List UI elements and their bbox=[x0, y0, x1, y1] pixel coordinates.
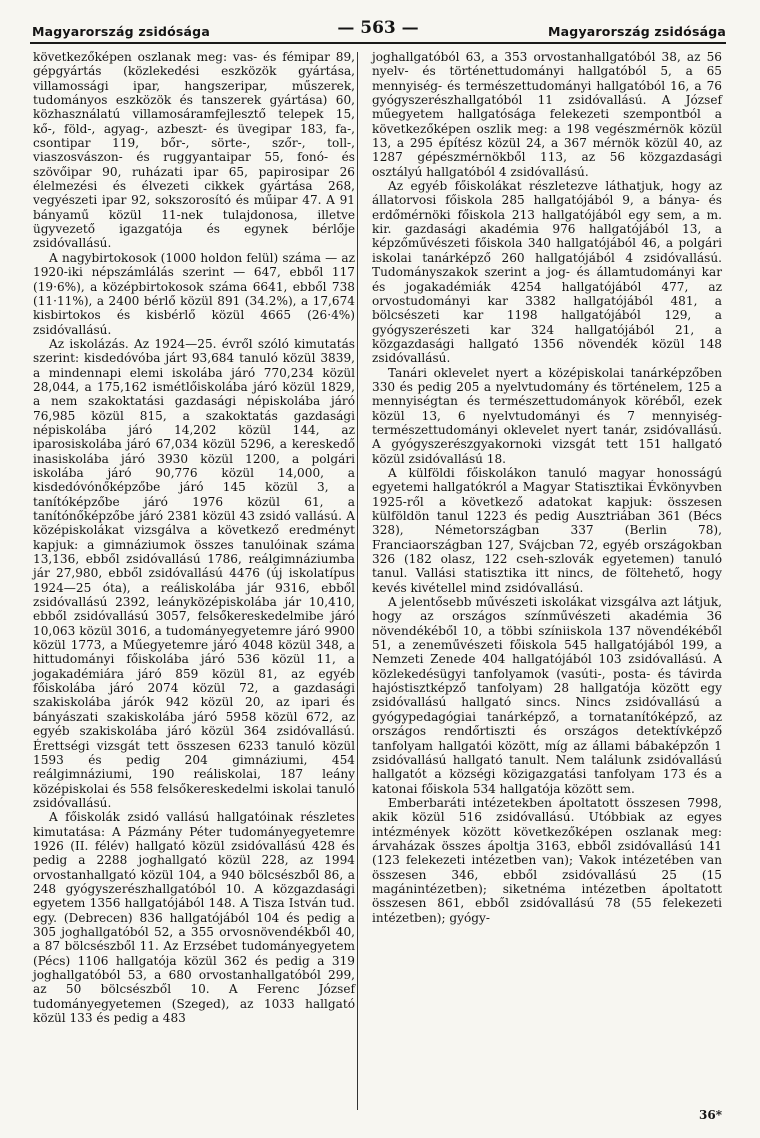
page-number: — 563 — bbox=[337, 18, 419, 38]
running-header bbox=[30, 16, 726, 44]
paragraph: Emberbaráti intézetekben ápoltatott összesen 7998, akik közül 516 zsidóvallású. Utóbbiak az egyes intézmények között következőképen oszlanak meg: árvaházak összes ápoltja 3163, ebből zsidóvallású 141 (123 felekezeti intézetben van); Vakok intézetében van összesen 346, ebből zsidóvallású 25 (15 magánintézetben); siketnéma intézetben ápoltatott összesen 861, ebből zsidóvallású 78 (55 felekezeti intézetben); gyógy- bbox=[372, 795, 722, 925]
paragraph: A külföldi főiskolákon tanuló magyar honosságú egyetemi hallgatókról a Magyar Statisztikai Évkönyvben 1925-ről a következő adatokat kapjuk: összesen külföldön tanul 1223 és pedig Ausztriában 361 (Bécs 328), Németországban 337 (Berlin 78), Franciaországban 127, Svájcban 72, egyéb országokban 326 (182 olasz, 122 cseh-szlovák egyetemen) tanuló tanul. Vallási statisztika itt nincs, de föltehető, hogy kevés kivétellel mind zsidóvallású. bbox=[372, 465, 722, 595]
paragraph: Az egyéb főiskolákat részletezve láthatjuk, hogy az állatorvosi főiskola 285 hallgatójából 9, a bánya- és erdőmérnöki főiskola 213 hallgatójából egy sem, a m. kir. gazdasági akadémia 976 hallgatójából 13, a képzőművészeti főiskola 340 hallgatójából 46, a polgári iskolai tanárképző 260 hallgatójából 4 zsidóvallású. Tudományszakok szerint a jog- és államtudományi kar és jogakadémiák 4254 hallgatójából 477, az orvostudományi kar 3382 hallgatójából 481, a bölcsészeti kar 1198 hallgatójából 129, a gyógyszerészeti kar 324 hallgatójából 21, a közgazdasági hallgató 1356 növendék közül 148 zsidóvallású. bbox=[372, 179, 722, 366]
paragraph: A jelentősebb művészeti iskolákat vizsgálva azt látjuk, hogy az országos színművészeti akadémia 36 növendékéből 10, a többi színiiskola 137 növendékéből 51, a zeneművészeti főiskola 545 hallgatójából 199, a Nemzeti Zenede 404 hallgatójából 103 zsidóvallású. A közlekedésügyi tanfolyamok (vasúti-, posta- és távirda hajóstisztképző tanfolyam) 28 hallgatója között egy zsidóvallású hallgató sincs. Nincs zsidóvallású a gyógypedagógiai tanárképző, a tornatanítóképző, az országos rendőrtiszti és országos detektívképző tanfolyam hallgatói között, míg az állami bábaképzőn 1 zsidóvallású hallgató tanult. Nem találunk zsidóvallású hallgatót a községi közigazgatási tanfolyam 173 és a katonai főiskola 534 hallgatója között sem. bbox=[372, 595, 722, 796]
paragraph: A főiskolák zsidó vallású hallgatóinak részletes kimutatása: A Pázmány Péter tudományegyetemre 1926 (II. félév) hallgató közül zsidóvallású 428 és pedig a 2288 joghallgató közül 228, az 1994 orvostanhallgató közül 104, a 940 bölcsészből 86, a 248 gyógyszerészhallgatóból 10. A közgazdasági egyetem 1356 hallgatójából 148. A Tisza István tud. egy. (Debrecen) 836 hallgatójából 104 és pedig a 305 joghallgatóból 52, a 355 orvosnövendékből 40, a 87 bölcsészből 11. Az Erzsébet tudományegyetem (Pécs) 1106 hallgatója közül 362 és pedig a 319 joghallgatóból 53, a 680 orvostanhallgatóból 299, az 50 bölcsészből 10. A Ferenc József tudományegyetemen (Szeged), az 1033 hallgató közül 133 és pedig a 483 bbox=[33, 810, 355, 1026]
column-divider bbox=[357, 52, 358, 1110]
paragraph: joghallgatóból 63, a 353 orvostanhallgatóból 38, az 56 nyelv- és történettudományi hallgatóból 5, a 65 mennyiség- és természettudományi hallgatóból 16, a 76 gyógyszerészhallgatóból 11 zsidóvallású. A József műegyetem hallgatósága felekezeti szempontból a következőképen oszlik meg: a 198 vegészmérnök közül 13, a 295 építész közül 24, a 367 mérnök közül 40, az 1287 gépészmérnökből 113, az 56 közgazdasági osztályú hallgatóból 4 zsidóvallású. bbox=[372, 50, 722, 179]
paragraph: Tanári oklevelet nyert a középiskolai tanárképzőben 330 és pedig 205 a nyelvtudomány és történelem, 125 a mennyiségtan és természettudományok köréből, ezek közül 13, 6 nyelvtudományi és 7 mennyiség-természettudományi oklevelet nyert tanár, zsidóvallású. A gyógyszerészgyakornoki vizsgát tett 151 hallgató közül zsidóvallású 18. bbox=[372, 365, 722, 466]
header-title-left: Magyarország zsidósága bbox=[32, 24, 210, 39]
right-column bbox=[372, 50, 722, 925]
signature-mark: 36* bbox=[699, 1108, 722, 1122]
paragraph: A nagybirtokosok (1000 holdon felül) száma — az 1920-iki népszámlálás szerint — 647, ebből 117 (19·6%), a középbirtokosok száma 6641, ebből 738 (11·11%), a 2400 bérlő közül 891 (34.2%), a 17,674 kisbirtokos és kisbérlő közül 4665 (26·4%) zsidóvallású. bbox=[33, 250, 355, 337]
left-column bbox=[33, 50, 355, 1025]
header-title-right: Magyarország zsidósága bbox=[548, 24, 726, 39]
paragraph: következőképen oszlanak meg: vas- és fémipar 89, gépgyártás (közlekedési eszközök gyártása, villamossági ipar, hangszeripar, műszerek, tudományos eszközök és tanszerek gyártása) 60, közhasználatú villamosáramfejlesztő telepek 15, kő-, föld-, agyag-, azbeszt- és üvegipar 183, fa-, csontipar 119, bőr-, sörte-, szőr-, toll-, viaszosvászon- és ruggyantaipar 55, fonó- és szövőipar 90, ruházati ipar 65, papirosipar 26 élelmezési és élvezeti cikkek gyártása 268, vegyészeti ipar 92, sokszorosító és műipar 47. A 91 bányamű közül 11-nek tulajdonosa, illetve ügyvezető igazgatója és egynek bérlője zsidóvallású. bbox=[33, 50, 355, 251]
paragraph: Az iskolázás. Az 1924—25. évről szóló kimutatás szerint: kisdedóvóba járt 93,684 tanuló közül 3839, a mindennapi elemi iskolába járó 770,234 közül 28,044, a 175,162 ismétlőiskolába járó közül 1829, a nem szakoktatási gazdasági népiskolába járó 76,985 közül 815, a szakoktatás gazdasági népiskolába járó 14,202 közül 144, az iparosiskolába járó 67,034 közül 5296, a kereskedő inasiskolába járó 3930 közül 1200, a polgári iskolába járó 90,776 közül 14,000, a kisdedóvónőképzőbe járó 145 közül 3, a tanítóképzőbe járó 1976 közül 61, a tanítónőképzőbe járó 2381 közül 43 zsidó vallású. A középiskolákat vizsgálva a következő eredményt kapjuk: a gimnáziumok összes tanulóinak száma 13,136, ebből zsidóvallású 1786, reálgimnáziumba jár 27,980, ebből zsidóvallású 4476 (új iskolatípus 1924—25 óta), a reáliskolába jár 9316, ebből zsidóvallású 2392, leányközépiskolába jár 10,410, ebből zsidóvallású 3057, felsőkereskedelmibe járó 10,063 közül 3016, a tudományegyetemre járó 9900 közül 1773, a Műegyetemre járó 4048 közül 348, a hittudományi főiskolába járó 536 közül 11, a jogakadémiára járó 859 közül 81, az egyéb főiskolába járó 2074 közül 72, a gazdasági szakiskolába járók 942 közül 20, az ipari és bányászati szakiskolába járó 5958 közül 672, az egyéb szakiskolába járó közül 364 zsidóvallású. Érettségi vizsgát tett összesen 6233 tanuló közül 1593 és pedig 204 gimnáziumi, 454 reálgimnáziumi, 190 reáliskolai, 187 leány középiskolai és 558 felsőkereskedelmi iskolai tanuló zsidóvallású. bbox=[33, 336, 355, 810]
